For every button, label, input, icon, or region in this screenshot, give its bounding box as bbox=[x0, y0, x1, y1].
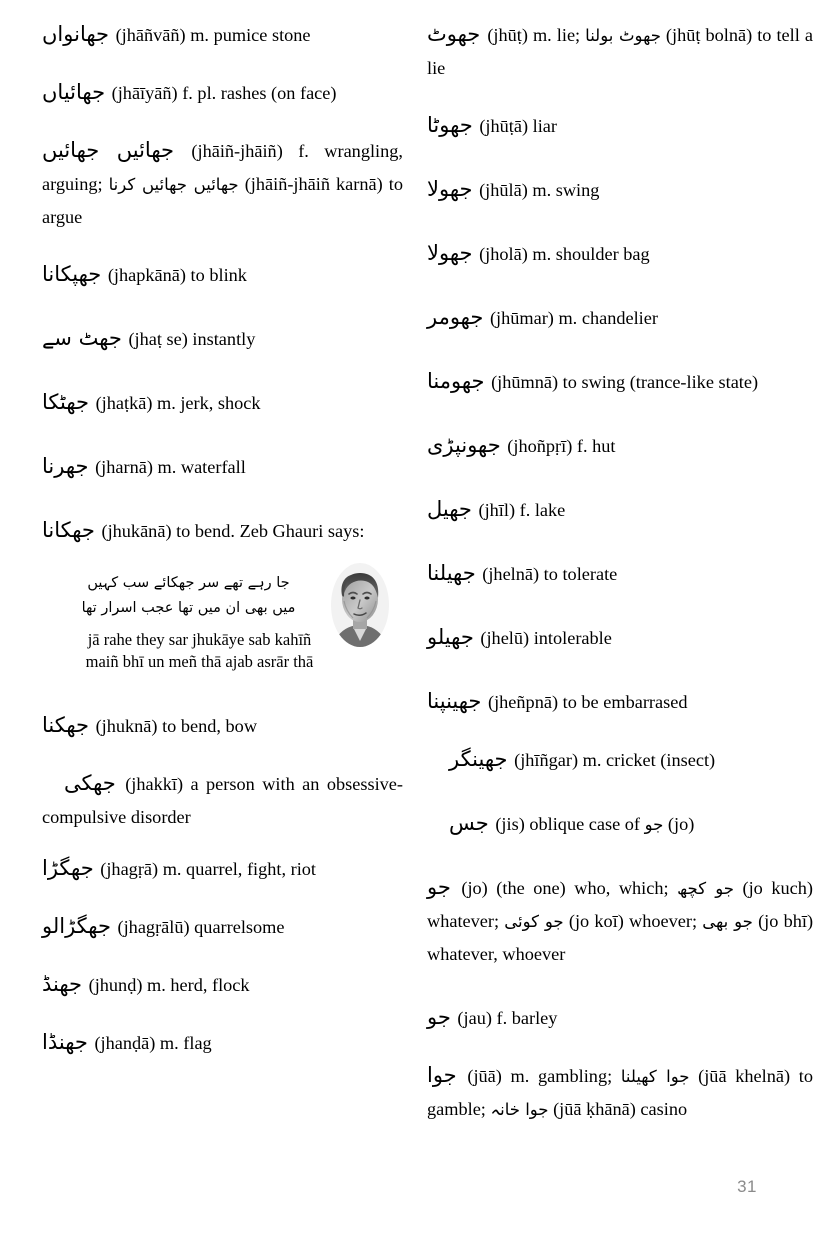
entry-body-part1: (jhāiñ-jhāiñ) f. wrangling, arguing; bbox=[42, 141, 403, 194]
inline-urdu-phrase: جو bbox=[644, 815, 664, 834]
entry-jhumar bbox=[427, 301, 813, 335]
entry-body: (jhapkānā) to blink bbox=[107, 265, 247, 285]
entry-jhain-jhain bbox=[42, 134, 403, 234]
entry-jhenpna bbox=[427, 685, 813, 719]
entry-body: (jheñpnā) to be embarrased bbox=[488, 692, 688, 712]
entry-jhukna bbox=[42, 709, 403, 743]
entry-body: (jhagṛā) m. quarrel, fight, riot bbox=[100, 859, 317, 879]
entry-body-part1: (jūā) m. gambling; bbox=[467, 1066, 613, 1086]
headword-urdu: جھونپڑی bbox=[427, 433, 501, 457]
headword-urdu: جھولا bbox=[427, 241, 473, 265]
headword-urdu: جھیلنا bbox=[427, 561, 476, 585]
headword-urdu: جو bbox=[427, 875, 451, 899]
entry-body: (jhelnā) to tolerate bbox=[482, 564, 618, 584]
entry-jhingar bbox=[427, 743, 813, 777]
entry-jhagra bbox=[42, 852, 403, 886]
entry-jhula bbox=[427, 173, 813, 207]
entry-body: (jhūmar) m. chandelier bbox=[489, 308, 658, 328]
headword-urdu: جھیلو bbox=[427, 625, 474, 649]
verse-roman-line-1: jā rahe they sar jhukāye sab kahīñ bbox=[87, 630, 312, 649]
entry-body-part2: (jhūṭ bolnā) to tell a lie bbox=[427, 25, 813, 78]
inline-urdu-phrase: جھوٹ بولنا bbox=[585, 26, 661, 45]
entry-body: (jhagṛālū) quarrelsome bbox=[117, 917, 285, 937]
entry-body-part2: (jo kuch) whatever; bbox=[427, 878, 813, 931]
entry-jhil bbox=[427, 493, 813, 527]
entry-body-part2: (jo) bbox=[667, 814, 695, 834]
entry-jhatka bbox=[42, 386, 403, 420]
headword-urdu: جھگڑالو bbox=[42, 914, 111, 938]
headword-urdu: جھومر bbox=[427, 305, 484, 329]
entry-jhuta bbox=[427, 109, 813, 143]
two-column-body bbox=[0, 18, 829, 1148]
entry-body-part1: (jhūṭ) m. lie; bbox=[487, 25, 581, 45]
headword-urdu: جھکانا bbox=[42, 518, 95, 542]
inline-urdu-phrase-2: جو کوئی bbox=[504, 912, 564, 931]
headword-urdu: جھگڑا bbox=[42, 856, 94, 880]
entry-body: (jhoñpṛī) f. hut bbox=[507, 436, 616, 456]
entry-jhaiyan bbox=[42, 76, 403, 110]
page-number: 31 bbox=[737, 1177, 757, 1196]
inline-urdu-phrase-1: جوا کھیلنا bbox=[620, 1067, 690, 1086]
headword-urdu: جھومنا bbox=[427, 369, 485, 393]
headword-urdu: جھینگر bbox=[449, 747, 508, 771]
verse-roman-line-2: maiñ bhī un meñ thā ajab asrār thā bbox=[85, 652, 314, 671]
verse-urdu-line-1: جا رہے تھے سر جھکائے سب کہیں bbox=[87, 575, 290, 591]
entry-jhagralu bbox=[42, 910, 403, 944]
entry-body: (jhelū) intolerable bbox=[480, 628, 612, 648]
entry-jhonpri bbox=[427, 429, 813, 463]
entry-jhakki bbox=[42, 767, 403, 834]
entry-jhat-se bbox=[42, 322, 403, 356]
entry-body: (jhāīyāñ) f. pl. rashes (on face) bbox=[111, 83, 337, 103]
headword-urdu: جھیل bbox=[427, 497, 472, 521]
entry-body-part3: (jūā ḳhānā) casino bbox=[553, 1099, 688, 1119]
headword-urdu: جھٹ سے bbox=[42, 326, 122, 350]
inline-urdu-phrase: جھائیں جھائیں کرنا bbox=[108, 175, 239, 194]
headword-urdu: جھینپنا bbox=[427, 689, 482, 713]
entry-body: (jhukānā) to bend. Zeb Ghauri says: bbox=[101, 521, 365, 541]
entry-jhapkana bbox=[42, 258, 403, 292]
headword-urdu: جھولا bbox=[427, 177, 473, 201]
entry-body: (jhīl) f. lake bbox=[478, 500, 566, 520]
entry-body: (jhūlā) m. swing bbox=[479, 180, 600, 200]
entry-body: (jhuknā) to bend, bow bbox=[95, 716, 258, 736]
entry-jhanvan bbox=[42, 18, 403, 52]
right-column bbox=[414, 18, 829, 1148]
entry-body: (jhāñvāñ) m. pumice stone bbox=[115, 25, 311, 45]
headword-urdu: جھنڈا bbox=[42, 1030, 88, 1054]
entry-jharna bbox=[42, 450, 403, 484]
entry-body: (jhunḍ) m. herd, flock bbox=[88, 975, 250, 995]
entry-jhanda bbox=[42, 1026, 403, 1060]
entry-body: (jhakkī) a person with an obsessive-compulsive disorder bbox=[42, 774, 403, 827]
headword-urdu: جھرنا bbox=[42, 454, 89, 478]
entry-body: (jholā) m. shoulder bag bbox=[479, 244, 650, 264]
entry-body-part1: (jo) (the one) who, which; bbox=[461, 878, 669, 898]
verse-urdu-line-2: میں بھی ان میں تھا عجب اسرار تھا bbox=[81, 600, 296, 616]
entry-body: (jhaṭ se) instantly bbox=[128, 329, 256, 349]
inline-urdu-phrase-1: جو کچھ bbox=[677, 879, 734, 898]
entry-jo bbox=[427, 871, 813, 971]
entry-body: (jhīñgar) m. cricket (insect) bbox=[514, 750, 716, 770]
entry-jhelu bbox=[427, 621, 813, 655]
headword-urdu: جوا bbox=[427, 1063, 457, 1087]
entry-jau bbox=[427, 1001, 813, 1035]
portrait-photo bbox=[329, 561, 391, 649]
headword-urdu: جو bbox=[427, 1005, 451, 1029]
headword-urdu: جھکنا bbox=[42, 713, 89, 737]
entry-body-part2: (jhāiñ-jhāiñ karnā) to argue bbox=[42, 174, 403, 227]
entry-body: (jau) f. barley bbox=[457, 1008, 558, 1028]
entry-jhumna bbox=[427, 365, 813, 399]
inline-urdu-phrase-3: جو بھی bbox=[702, 912, 753, 931]
inline-urdu-phrase-2: جوا خانہ bbox=[490, 1100, 549, 1119]
entry-body-part2: (jūā khelnā) to gamble; bbox=[427, 1066, 813, 1119]
entry-body: (jhaṭkā) m. jerk, shock bbox=[95, 393, 261, 413]
entry-jhelna bbox=[427, 557, 813, 591]
entry-body-part4: (jo bhī) whatever, whoever bbox=[427, 911, 814, 964]
entry-body: (jhūmnā) to swing (trance-like state) bbox=[491, 372, 759, 392]
entry-jhola bbox=[427, 237, 813, 271]
entry-jis bbox=[427, 807, 813, 841]
entry-jhund bbox=[42, 968, 403, 1002]
headword-urdu: جھائیں جھائیں bbox=[42, 138, 174, 162]
headword-urdu: جھپکانا bbox=[42, 262, 102, 286]
entry-body-part3: (jo koī) whoever; bbox=[568, 911, 698, 931]
headword-urdu: جھٹکا bbox=[42, 390, 89, 414]
entry-jhukana bbox=[42, 514, 403, 548]
headword-urdu: جھوٹ bbox=[427, 22, 481, 46]
entry-body-part1: (jis) oblique case of bbox=[495, 814, 641, 834]
headword-urdu: جھکی bbox=[64, 771, 116, 795]
headword-urdu: جھنڈ bbox=[42, 972, 83, 996]
headword-urdu: جھوٹا bbox=[427, 113, 473, 137]
entry-jhut bbox=[427, 18, 813, 85]
entry-body: (jhanḍā) m. flag bbox=[94, 1033, 212, 1053]
headword-urdu: جس bbox=[449, 811, 489, 835]
headword-urdu: جھانواں bbox=[42, 22, 110, 46]
verse-block bbox=[42, 561, 403, 687]
entry-body: (jhūṭā) liar bbox=[479, 116, 558, 136]
left-column bbox=[0, 18, 414, 1148]
headword-urdu: جھائیاں bbox=[42, 80, 106, 104]
entry-body: (jharnā) m. waterfall bbox=[95, 457, 246, 477]
entry-jua bbox=[427, 1059, 813, 1126]
